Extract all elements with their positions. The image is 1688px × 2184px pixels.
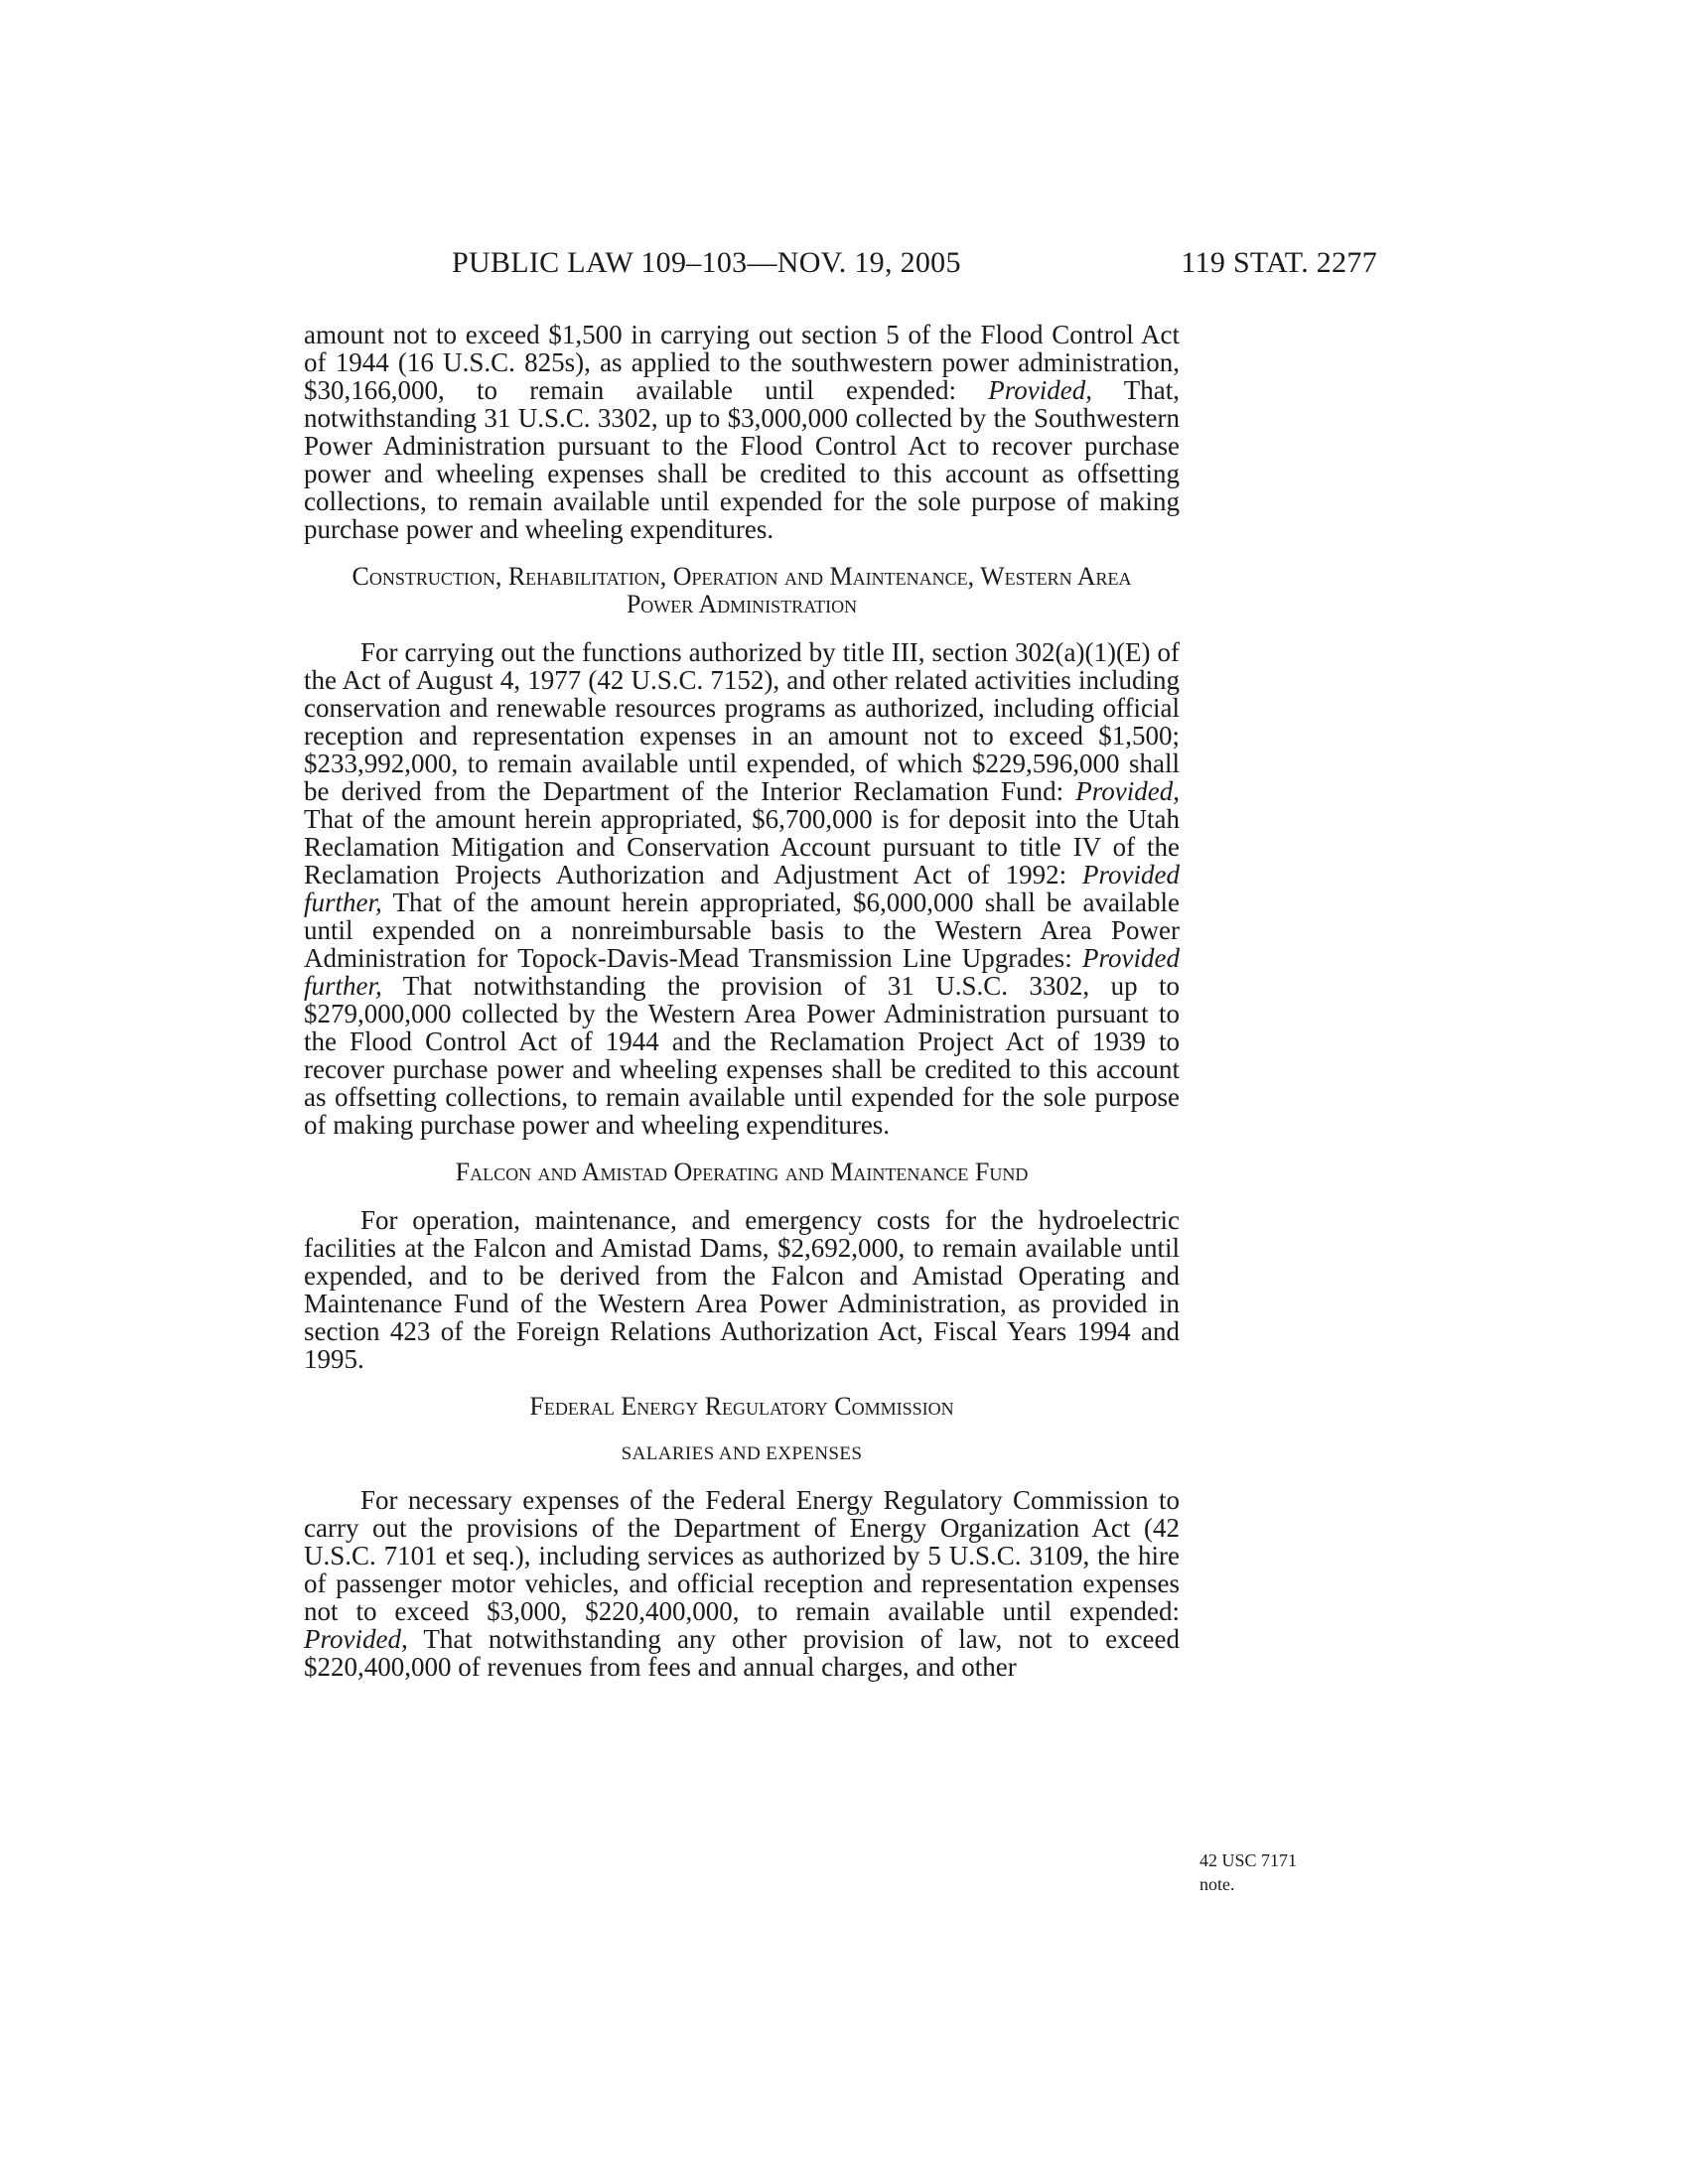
margin-note-citation: 42 USC 7171: [1199, 1850, 1298, 1870]
running-title: PUBLIC LAW 109–103—NOV. 19, 2005: [452, 246, 961, 279]
section-heading: Falcon and Amistad Operating and Maintenance Fund: [455, 1158, 1029, 1186]
running-header: [452, 246, 1377, 286]
main-text-column: [304, 321, 1180, 1681]
section-heading: Construction, Rehabilitation, Operation and Maintenance, Western Area Power Administration: [352, 562, 1132, 618]
section-heading: Federal Energy Regulatory Commission: [529, 1392, 954, 1421]
margin-citation-note: [1199, 1848, 1338, 1896]
body-paragraph: amount not to exceed $1,500 in carrying out section 5 of the Flood Control Act of 1944 (16 U.S.C. 825s), as applied to the southwestern power administration, $30,166,000, to remain available until expended: Provided, That, notwithstanding 31 U.S.C. 3302, up to $3,000,000 collected by the Southwestern Power Administration pursuant to the Flood Control Act to recover purchase power and wheeling expenses shall be credited to this account as offsetting collections, to remain available until expended for the sole purpose of making purchase power and wheeling expenditures.: [304, 320, 1180, 544]
body-paragraph: For operation, maintenance, and emergency costs for the hydroelectric facilities at the Falcon and Amistad Dams, $2,692,000, to remain available until expended, and to be derived from the Falcon and Amistad Operating and Maintenance Fund of the Western Area Power Administration, as provided in section 423 of the Foreign Relations Authorization Act, Fiscal Years 1994 and 1995.: [304, 1205, 1180, 1374]
body-paragraph: For carrying out the functions authorized by title III, section 302(a)(1)(E) of the Act of August 4, 1977 (42 U.S.C. 7152), and other related activities including conservation and renewable resources programs as authorized, including official reception and representation expenses in an amount not to exceed $1,500; $233,992,000, to remain available until expended, of which $229,596,000 shall be derived from the Department of the Interior Reclamation Fund: Provided, That of the amount herein appropriated, $6,700,000 is for deposit into the Utah Reclamation Mitigation and Conservation Account pursuant to title IV of the Reclamation Projects Authorization and Adjustment Act of 1992: Provided further, That of the amount herein appropriated, $6,000,000 shall be available until expended on a nonreimbursable basis to the Western Area Power Administration for Topock-Davis-Mead Transmission Line Upgrades: Provided further, That notwithstanding the provision of 31 U.S.C. 3302, up to $279,000,000 collected by the Western Area Power Administration pursuant to the Flood Control Act of 1944 and the Reclamation Project Act of 1939 to recover purchase power and wheeling expenses shall be credited to this account as offsetting collections, to remain available until expended for the sole purpose of making purchase power and wheeling expenditures.: [304, 637, 1180, 1140]
body-paragraph: For necessary expenses of the Federal Energy Regulatory Commission to carry out the provisions of the Department of Energy Organization Act (42 U.S.C. 7101 et seq.), including services as authorized by 5 U.S.C. 3109, the hire of passenger motor vehicles, and official reception and representation expenses not to exceed $3,000, $220,400,000, to remain available until expended: Provided, That notwithstanding any other provision of law, not to exceed $220,400,000 of revenues from fees and annual charges, and other: [304, 1485, 1180, 1682]
section-subheading: SALARIES AND EXPENSES: [621, 1443, 863, 1464]
statute-page-reference: 119 STAT. 2277: [1181, 246, 1377, 279]
margin-note-label: note.: [1199, 1874, 1235, 1894]
